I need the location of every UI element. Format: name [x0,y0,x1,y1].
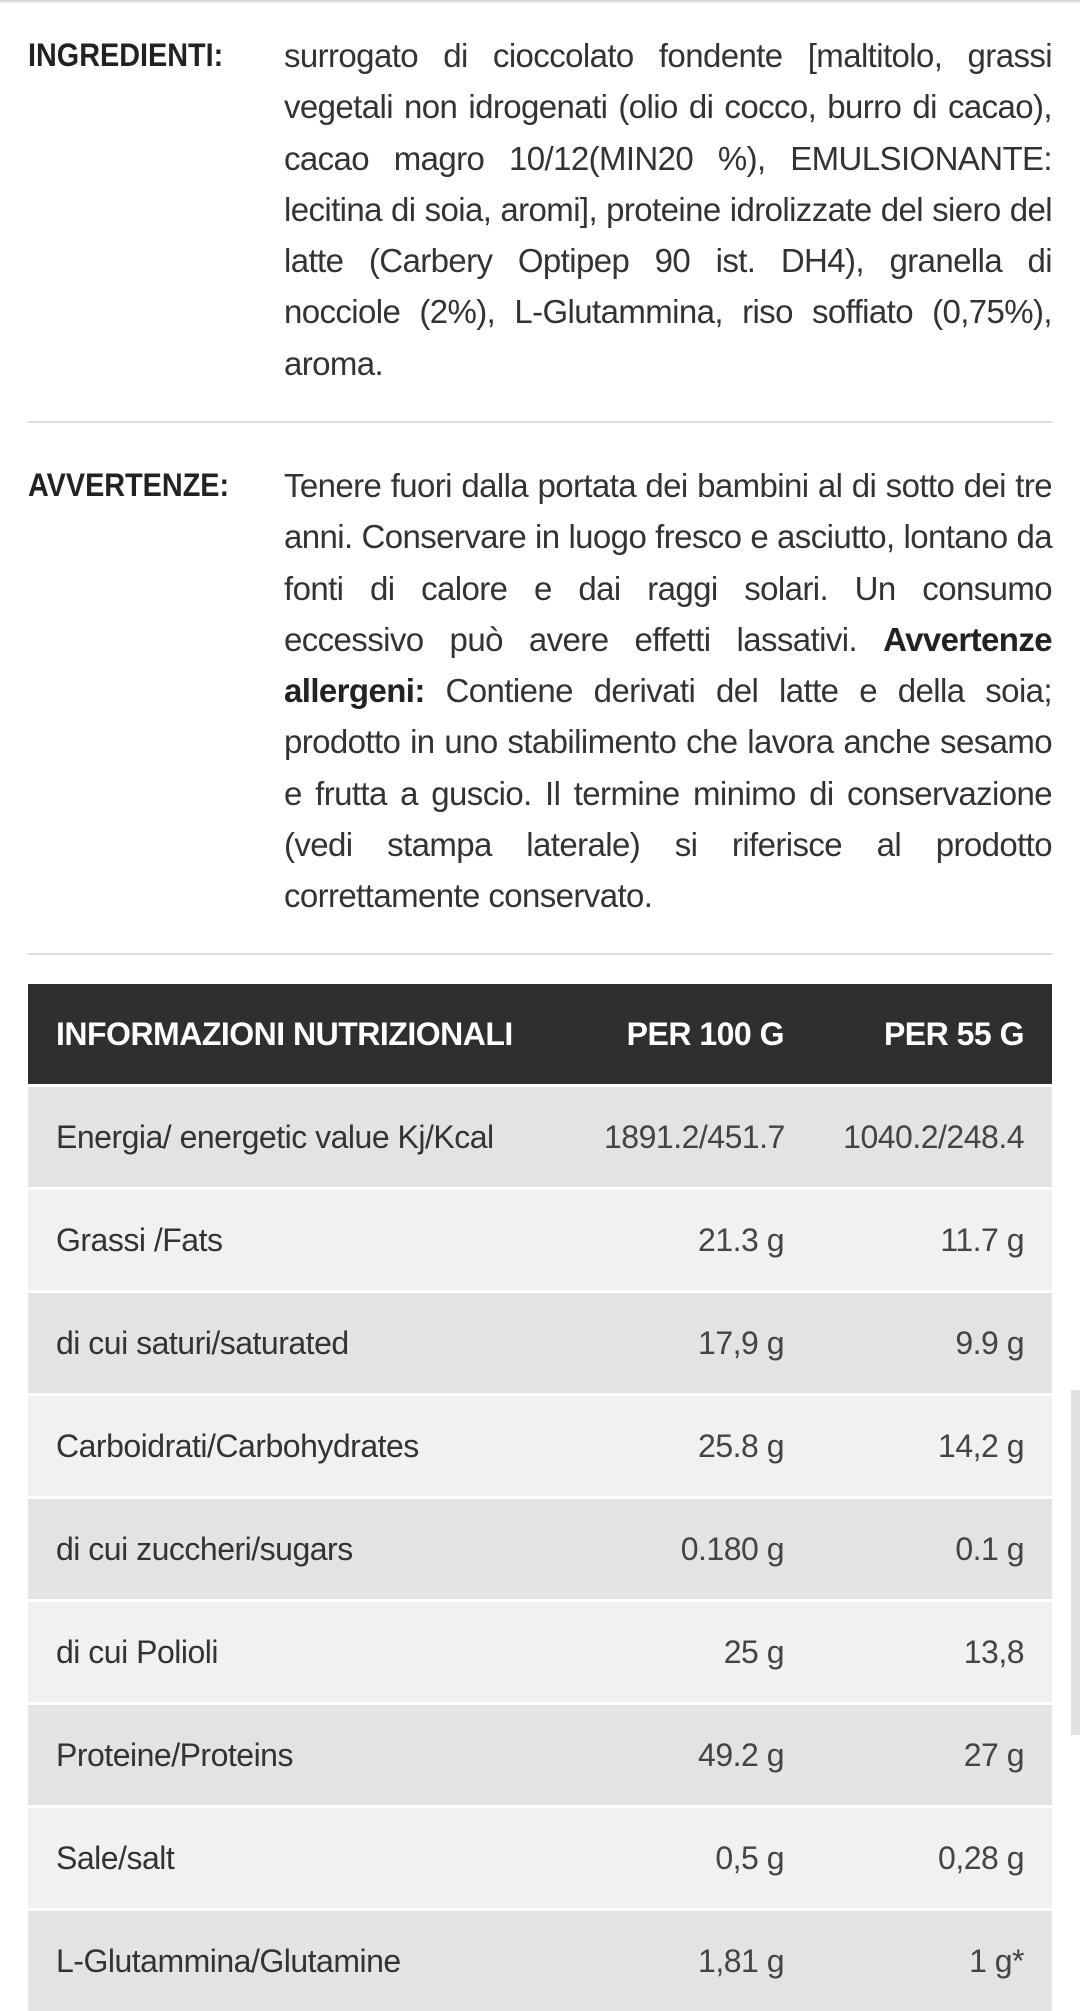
table-row [28,1704,1052,1807]
per-100g-header: PER 100 G [576,984,812,1086]
allergen-warning-label: Avvertenze allergeni: [284,621,1052,709]
value-per-100g: 0,5 g [576,1807,812,1910]
value-per-55g: 1040.2/248.4 [812,1086,1052,1189]
nutrient-name: Carboidrati/Carbohydrates [28,1395,576,1498]
value-per-55g: 1 g* [812,1910,1052,2011]
table-row [28,1395,1052,1498]
value-per-55g: 0.1 g [812,1498,1052,1601]
allergen-warning-text: Contiene derivati del latte e della soia; prodotto in uno stabilimento che lavora anche sesamo e frutta a guscio. Il termine minimo di conservazione (vedi stampa laterale) si riferisce al prodotto correttamente conservato. [284,672,1052,914]
value-per-55g: 9.9 g [812,1292,1052,1395]
value-per-100g: 25 g [576,1601,812,1704]
nutrient-name: di cui saturi/saturated [28,1292,576,1395]
value-per-55g: 14,2 g [812,1395,1052,1498]
nutrition-table [28,984,1052,2011]
value-per-100g: 17,9 g [576,1292,812,1395]
nutrient-name: di cui Polioli [28,1601,576,1704]
value-per-100g: 0.180 g [576,1498,812,1601]
nutrient-name: Energia/ energetic value Kj/Kcal [28,1086,576,1189]
divider [28,953,1052,955]
table-row [28,1086,1052,1189]
nutrient-name: L-Glutammina/Glutamine [28,1910,576,2011]
nutrient-name: Proteine/Proteins [28,1704,576,1807]
warnings-body: Tenere fuori dalla portata dei bambini al di sotto dei tre anni. Conservare in luogo fresco e asciutto, lontano da fonti di calore e dai raggi solari. Un consumo eccessivo può avere effetti lassativi. [284,467,1052,658]
table-row [28,1498,1052,1601]
value-per-55g: 11.7 g [812,1189,1052,1292]
table-row [28,1189,1052,1292]
top-shadow [0,0,1080,4]
value-per-55g: 13,8 [812,1601,1052,1704]
ingredients-section [28,30,1052,390]
nutrition-header: INFORMAZIONI NUTRIZIONALI [28,984,576,1086]
scrollbar[interactable] [1071,1390,1080,1735]
nutrition-header-row [28,984,1052,1086]
table-row [28,1910,1052,2011]
value-per-55g: 27 g [812,1704,1052,1807]
ingredients-label: INGREDIENTI: [28,30,223,81]
value-per-100g: 49.2 g [576,1704,812,1807]
warnings-text [284,460,1052,922]
table-row [28,1601,1052,1704]
table-row [28,1292,1052,1395]
warnings-label: AVVERTENZE: [28,460,229,511]
nutrient-name: di cui zuccheri/sugars [28,1498,576,1601]
nutrient-name: Sale/salt [28,1807,576,1910]
value-per-55g: 0,28 g [812,1807,1052,1910]
value-per-100g: 1891.2/451.7 [576,1086,812,1189]
warnings-section [28,460,1052,920]
value-per-100g: 21.3 g [576,1189,812,1292]
table-row [28,1807,1052,1910]
nutrient-name: Grassi /Fats [28,1189,576,1292]
value-per-100g: 1,81 g [576,1910,812,2011]
ingredients-text: surrogato di cioccolato fondente [maltitolo, grassi vegetali non idrogenati (olio di cocco, burro di cacao), cacao magro 10/12(MIN20 %), EMULSIONANTE: lecitina di soia, aromi], proteine idrolizzate del siero del latte (Carbery Optipep 90 ist. DH4), granella di nocciole (2%), L-Glutammina, riso soffiato (0,75%), aroma. [284,30,1052,389]
value-per-100g: 25.8 g [576,1395,812,1498]
per-55g-header: PER 55 G [812,984,1052,1086]
divider [28,421,1052,423]
